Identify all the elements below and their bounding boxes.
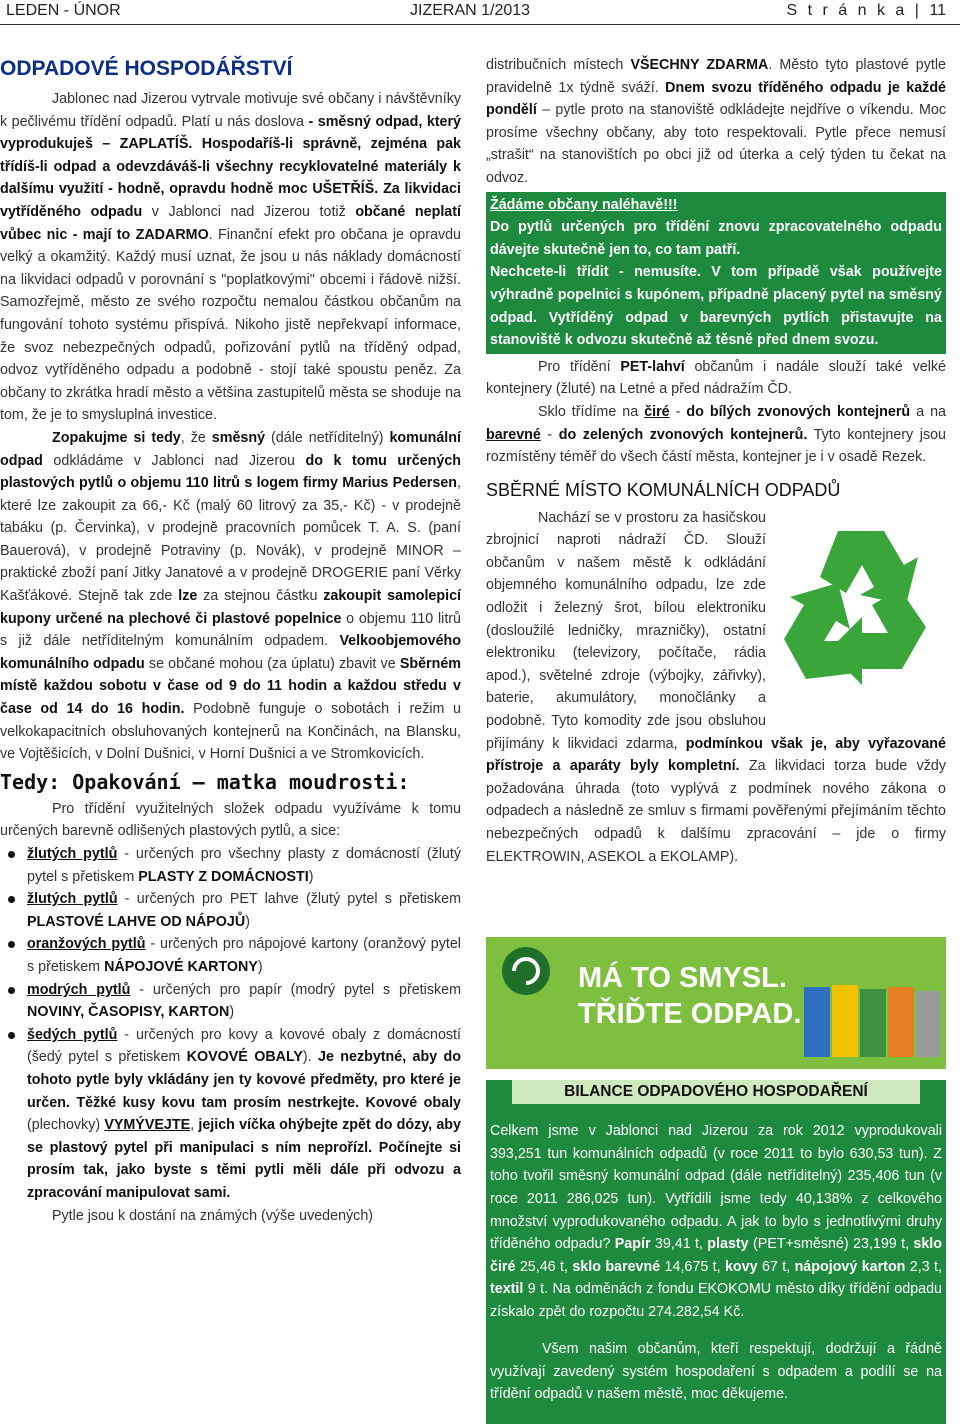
bullet-icon <box>8 896 15 903</box>
text-run: Zopakujme si tedy <box>52 429 181 446</box>
text-run: za stejnou částku <box>197 588 324 605</box>
bag-item-text <box>27 936 461 975</box>
text-run: - určených pro kovy a kovové obaly z domácností (šedý pytel s přetiskem <box>27 1026 461 1066</box>
text-run: Do pytlů určených pro třídění znovu zpracovatelného odpadu dávejte skutečně jen to, co tam patří. <box>490 219 942 258</box>
text-run: (PET+směsné) 23,199 t, <box>748 1236 914 1253</box>
text-run: VYMÝVEJTE <box>104 1117 191 1134</box>
orange-bin <box>888 987 914 1057</box>
green-dot-logo <box>502 947 550 995</box>
text-run: Tyto kontejnery jsou rozmístěny téměř do všech částí města, kontejner je i v osadě Rezek. <box>486 426 946 466</box>
header-issue-period: LEDEN - ÚNOR <box>6 2 121 19</box>
text-run: (plechovky) <box>27 1117 105 1134</box>
text-run: textil <box>490 1281 524 1298</box>
bullet-icon <box>8 987 15 994</box>
text-run: ) <box>229 1004 235 1021</box>
green-bin <box>860 989 886 1057</box>
text-run: . Finanční efekt pro občana je opravdu velký a okamžitý. Každý musí uznat, že jsou u nás náklady domácností na likvidaci odpadů v porovnání s "poplatkovými" obcemi i řádově nižší. Samozřejmě, město ze svého rozpočtu nemalou částkou občanům na fungování tohoto systému přispívá. Nikoho jistě nepřekvapí informace, že svoz nebezpečných odpadů, pořizování pytlů na tříděný odpad, odvoz vytříděného odpadu a podobně - stojí také spoustu peněz. Za občany to zkrátka hradí město a většina zastupitelů města se shoduje na tom, že je to smysluplná investice. <box>0 226 461 424</box>
text-run: Nachází se v prostoru za hasičskou zbrojnicí naproti nádraží ČD. Slouží občanům v našem městě k odkládání objemného komunálního odpadu, lze zde odložit i železný šrot, bílou elektroniku (dosloužilé ledničky, mrazničky), ostatní elektroniku (televizory, počítače, rádia apod.), světelné zdroje (výbojky, zářivky), baterie, akumulátory, monočlánky a podobně. Tyto komodity zde jsou obsluhou přijímány k likvidaci zdarma, <box>486 509 766 752</box>
bags-intro: Pro třídění využitelných složek odpadu využíváme k tomu určených barevně odlišených plastových pytlů, a sice: <box>0 800 461 840</box>
text-run: do bílých zvonových kontejnerů <box>686 403 911 420</box>
balance-paragraph-1 <box>490 1120 942 1323</box>
text-run: - určených pro PET lahve (žlutý pytel s přetiskem <box>117 891 462 908</box>
text-run: , že <box>180 429 212 446</box>
text-run: plasty <box>707 1236 749 1253</box>
text-run: - směsný odpad, který vyprodukuješ – ZAPLATÍŠ. Hospodaříš-li správně, zejména pak třídíš-li odpad a odevzdáváš-li všechny recyklovatelné materiály k dalšímu využití - hodně, opravdu hodně moc UŠETŘÍŠ. <box>0 113 462 198</box>
text-run: distribučních místech <box>486 57 631 73</box>
bag-item <box>0 933 461 978</box>
bag-item <box>0 843 461 888</box>
text-run: komunální odpad <box>0 429 461 469</box>
text-run: 14,675 t, <box>660 1258 725 1275</box>
article-title: ODPADOVÉ HOSPODÁŘSTVÍ <box>0 57 293 80</box>
text-run: nápojový karton <box>794 1258 906 1275</box>
text-run: Celkem jsme v Jablonci nad Jizerou za rok 2012 vyprodukovali 393,251 tun komunálních odpadů (v roce 2011 to bylo 630,53 tun). Z toho tvořil směsný komunální odpad (dále netříditelný) 235,406 tun (v roce 2011 286,025 tun). Vytřídili jsme tedy 40,138% z celkového množství vyprodukovaného odpadu. A jak to bylo s jednotlivými druhy tříděného odpadu? <box>490 1123 942 1253</box>
text-run: v Jablonci nad Jizerou totiž <box>142 203 356 220</box>
text-run: PET-lahví <box>620 358 685 375</box>
left-paragraph-2 <box>0 427 461 766</box>
left-column <box>0 54 461 1227</box>
text-run: , které lze zakoupit za 66,- Kč (malý 60 litrový za 35,- Kč) - v prodejně tabáku (p. Červinka), v prodejně pracovních pomůcek T. A. S. (paní Bauerová), v prodejně Potraviny (p. Novák), v prodejně MINOR – praktické zboží paní Jitky Janatové a v prodejně DROGERIE paní Věrky Kašťákové. Stejně tak zde <box>0 475 461 605</box>
bag-item-text <box>27 846 461 885</box>
bag-item <box>0 979 461 1024</box>
text-run: zakoupit samolepicí kupony určené na plechové či plastové popelnice <box>0 588 461 627</box>
text-run: (dále netříditelný) <box>265 429 390 446</box>
balance-body <box>486 1104 946 1424</box>
text-run: – pytle proto na stanoviště odkládejte nejdříve o víkendu. Moc prosíme všechny občany, aby toto respektovali. Pytle přece nemusí „strašit“ na stanovištích po obci již od úterka a celý týden tu čekat na odvoz. <box>486 102 946 186</box>
text-run: barevné <box>486 426 541 443</box>
text-run: žlutých pytlů <box>27 891 118 908</box>
right-paragraph-1 <box>486 54 946 190</box>
request-box <box>486 192 946 354</box>
balance-section <box>486 1080 946 1424</box>
glass-paragraph <box>486 401 946 469</box>
request-box-line <box>490 216 942 261</box>
text-run: sklo barevné <box>572 1258 661 1275</box>
request-box-title <box>490 194 942 217</box>
text-run: Za likvidaci vytříděného odpadu <box>0 181 461 220</box>
text-run: se občané mohou (za úplatu) zbavit ve <box>144 655 400 672</box>
text-run: občanům i nadále slouží také velké kontejnery (žluté) na Letné a před nádražím ČD. <box>486 358 946 398</box>
summary-heading: Tedy: Opakování – matka moudrosti: <box>0 769 410 794</box>
collection-point-paragraph <box>486 507 946 869</box>
text-run: čiré <box>644 403 670 420</box>
text-run: . Město tyto plastové pytle pravidelně 1x týdně sváží. <box>486 57 946 96</box>
collection-point-heading: SBĚRNÉ MÍSTO KOMUNÁLNÍCH ODPADŮ <box>486 479 841 500</box>
page-header <box>0 0 960 26</box>
text-run: do zelených zvonových kontejnerů. <box>558 426 808 443</box>
text-run: Pro třídění <box>538 358 621 375</box>
text-run: NOVINY, ČASOPISY, KARTON <box>27 1004 230 1021</box>
green-dot-banner <box>486 937 946 1069</box>
text-run: 25,46 t, <box>515 1258 573 1275</box>
text-run: 2,3 t, <box>905 1258 943 1275</box>
grey-bin <box>916 991 940 1057</box>
text-run: PLASTY Z DOMÁCNOSTI <box>138 868 309 885</box>
text-run: Nechcete-li třídit - nemusíte. V tom případě však používejte výhradně popelnici s kupónem, případně placený pytel na směsný odpad. Vytříděný odpad v barevných pytlích přistavujte na stanoviště k odvozu skutečně až těsně před dnem svozu. <box>490 264 942 349</box>
header-rule <box>0 24 960 25</box>
text-run: - určených pro všechny plasty z domácností (žlutý pytel s přetiskem <box>27 846 461 885</box>
bag-item <box>0 888 461 933</box>
text-run: jejich víčka ohýbejte zpět do dózy, aby se plastový pytel při manipulaci s ním neprořízl. Počínejte si prosím tak, jako byste s těmi pytli měli dále při odvozu a zpracování manipulovat sami. <box>27 1117 461 1201</box>
text-run: Dnem svozu tříděného odpadu je každé pondělí <box>486 79 946 119</box>
banner-line-1: MÁ TO SMYSL. <box>578 962 787 994</box>
bag-item <box>0 1024 461 1205</box>
bag-item-text <box>27 1027 461 1201</box>
recycle-icon <box>776 509 946 714</box>
header-page-word: S t r á n k a <box>786 2 908 19</box>
text-run: 39,41 t, <box>650 1236 708 1253</box>
bins-illustration <box>804 985 940 1057</box>
bag-item-text <box>27 982 461 1021</box>
text-run: Velkoobjemového komunálního odpadu <box>0 633 461 672</box>
text-run: o objemu 110 litrů s již dále netříditelným komunálním odpadem. <box>0 610 462 650</box>
text-run: podmínkou však je, aby vyřazované přístroje a aparáty byly kompletní. <box>486 735 946 775</box>
header-page-number: 11 <box>929 2 946 19</box>
text-run: NÁPOJOVÉ KARTONY <box>104 958 258 975</box>
bullet-icon <box>8 1032 15 1039</box>
request-box-line <box>490 261 942 351</box>
text-run: - určených pro nápojové kartony (oranžový pytel s přetiskem <box>27 936 461 975</box>
text-run: Za likvidaci torza bude vždy požadována úhrada (toto vyplývá z podmínek nového zákona o odpadech a následně ze smluv s firmami pověřenými přejímáním těchto nebezpečných odpadů k dalšímu zpracování – jde o firmy ELEKTROWIN, ASEKOL a EKOLAMP). <box>486 758 946 865</box>
text-run: odkládáme v Jablonci nad Jizerou <box>42 452 306 469</box>
text-run: kovy <box>724 1258 758 1275</box>
text-run: žlutých pytlů <box>27 846 118 862</box>
text-run: 67 t, <box>757 1258 795 1275</box>
text-run: a na <box>910 403 946 420</box>
text-run: Sběrném místě každou sobotu v čase od 9 do 11 hodin a každou středu v čase od 14 do 16 hodin. <box>0 655 461 718</box>
text-run: ) <box>308 868 314 885</box>
text-run: Sklo třídíme na <box>538 403 645 420</box>
text-run: - určených pro papír (modrý pytel s přetiskem <box>130 981 461 998</box>
text-run: Papír <box>614 1236 651 1253</box>
pet-paragraph <box>486 356 946 401</box>
header-page-label <box>787 2 946 20</box>
header-issue-title: JIZERAN 1/2013 <box>410 2 531 19</box>
text-run: Je nezbytné, aby do tohoto pytle byly vkládány jen ty kovové předměty, pro které je určen. Těžké kusy kovu tam prosím nestrkejte. Kovové obaly <box>27 1049 461 1111</box>
text-run: PLASTOVÉ LAHVE OD NÁPOJŮ <box>27 913 246 930</box>
text-run: Jablonec nad Jizerou vytrvale motivuje své občany i návštěvníky k pečlivému třídění odpadů. Platí u nás doslova <box>0 91 461 130</box>
text-run: KOVOVÉ OBALY <box>186 1049 303 1066</box>
text-run: ) <box>245 913 250 930</box>
header-separator: | <box>914 2 922 19</box>
left-closing-text: Pytle jsou k dostání na známých (výše uvedených) <box>52 1207 374 1224</box>
balance-heading: BILANCE ODPADOVÉHO HOSPODAŘENÍ <box>512 1080 920 1104</box>
text-run: oranžových pytlů <box>27 936 146 953</box>
text-run: směsný <box>211 429 266 446</box>
text-run: lze <box>178 588 198 605</box>
text-run: , <box>190 1117 199 1134</box>
text-run: - <box>540 426 559 443</box>
text-run: Podobně funguje o sobotách i režim u velkokapacitních obsluhovaných kontejnerů na Končinách, na Blansku, ve Vojtěšicích, v Dolní Dušnici, v Horní Dušnici a ve Stromkovicích. <box>0 701 461 763</box>
text-run: šedých pytlů <box>27 1026 118 1043</box>
text-run: modrých pytlů <box>27 981 131 998</box>
text-run: do k tomu určených plastových pytlů o objemu 110 litrů s logem firmy Marius Pedersen <box>0 452 462 492</box>
left-paragraph-1 <box>0 88 461 427</box>
bullet-icon <box>8 851 15 858</box>
bag-list <box>0 843 461 1205</box>
bullet-icon <box>8 941 15 948</box>
text-run: ) <box>257 958 263 975</box>
text-run: VŠECHNY ZDARMA <box>630 57 769 73</box>
text-run: sklo čiré <box>490 1236 942 1275</box>
text-run: 9 t. Na odměnách z fondu EKOKOMU město díky třídění odpadu získalo zpět do rozpočtu 274.282,54 Kč. <box>490 1281 942 1321</box>
text-run: - <box>669 403 687 420</box>
right-column <box>486 54 946 868</box>
banner-line-2: TŘIĎTE ODPAD. <box>578 998 802 1030</box>
text-run: ). <box>302 1049 319 1066</box>
text-run: Žádáme občany naléhavě!!! <box>490 196 678 213</box>
yellow-bin <box>832 985 858 1057</box>
bag-item-text <box>27 891 461 930</box>
text-run: občané neplatí vůbec nic - mají to ZADARMO <box>0 203 461 243</box>
balance-paragraph-2: Všem našim občanům, kteří respektují, dodržují a řádně využívají zavedený systém hospodaření s odpadem a podílí se na třídění odpadů v našem městě, moc děkujeme. <box>490 1340 942 1403</box>
blue-bin <box>804 987 830 1057</box>
